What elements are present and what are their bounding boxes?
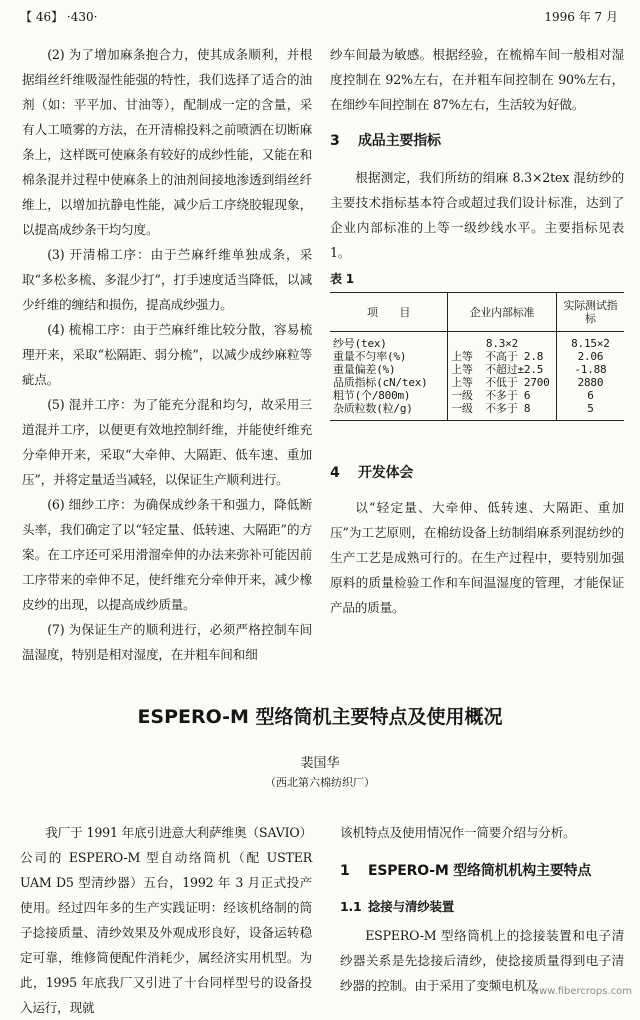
table-header: 企业内部标准	[448, 293, 557, 332]
cell-item: 纱号(tex)	[333, 337, 387, 350]
cell-actual: 2880	[556, 376, 624, 389]
cell-actual: 2.06	[556, 350, 624, 363]
article-left-column	[20, 820, 312, 1020]
table-row	[330, 363, 624, 376]
cell-actual: 6	[556, 389, 624, 402]
table-header-row	[330, 293, 624, 332]
article-right-column	[340, 820, 624, 998]
cell-standard	[448, 350, 557, 363]
table-row	[330, 376, 624, 389]
section-heading	[340, 861, 624, 881]
cell-actual: 5	[556, 402, 624, 421]
cell-item: 粗节(个/800m)	[333, 389, 411, 402]
cell-standard	[448, 376, 557, 389]
subsection-number: 1.1	[340, 899, 362, 914]
cell-standard	[448, 363, 557, 376]
subsection-paragraph: ESPERO-M 型络筒机上的捻接装置和电子清纱器关系是先捻接后清纱，使捻接质量得到电子清纱器的控制。由于采用了变频电机及	[340, 928, 624, 993]
table-row	[330, 332, 624, 351]
cell-actual: 8.15×2	[556, 332, 624, 351]
table-caption: 表 1	[330, 272, 354, 286]
cell-item: 品质指标(cN/tex)	[333, 376, 428, 389]
section-title: 开发体会	[358, 465, 414, 481]
page-number: 【 46】 ·430·	[20, 10, 98, 24]
table-body	[330, 332, 624, 421]
article-intro: 我厂于 1991 年底引进意大利萨维奥（SAVIO）公司的 ESPERO-M 型自动络筒机（配 USTER UAM D5 型清纱器）五台，1992 年 3 月正式投产使用。经过四年多的生产实践证明：经该机络制的筒子捻接质量、清纱效果及外观成形良好，设备运转稳定可靠，维修简便配件消耗少，属经济实用机型。为此，1995 年底我厂又引进了十台同样型号的设备投入运行，现就	[20, 825, 312, 1015]
paragraph-5: (5) 混并工序：为了能充分混和均匀，故采用三道混并工序，以便更有效地控制纤维，并能使纤维充分牵伸开来，采取“大牵伸、大隔距、低车速、重加压”，并将定量适当减轻，以保证生产顺利进行。	[22, 397, 312, 487]
cell-actual: -1.88	[556, 363, 624, 376]
paragraph-2: (2) 为了增加麻条抱合力，使其成条顺利，并根据绢丝纤维吸湿性能强的特性，我们选择了适合的油剂（如：平平加、甘油等），配制成一定的含量，采有人工喷雾的方法，在开清棉投料之前喷洒在切断麻条上，这样既可使麻条有较好的成纱性能，又能在和棉条混并过程中使麻条上的油剂间接地渗透到绢丝纤维上，以增加抗静电性能，减少后工序绕胶辊现象，以提高成纱条干均匀度。	[22, 47, 312, 237]
author-affiliation: （西北第六棉纺织厂）	[265, 776, 375, 789]
subsection-heading	[340, 897, 624, 917]
spec-table	[330, 292, 629, 421]
cell-grade: 上等	[451, 350, 473, 363]
issue-date: 1996 年 7 月	[544, 10, 618, 24]
cell-grade: 上等	[451, 376, 473, 389]
cell-standard-value: 不多于 8	[485, 402, 531, 415]
article-intro-continuation: 该机特点及使用情况作一简要介绍与分析。	[340, 825, 576, 840]
paragraph-3: (3) 开清棉工序：由于苎麻纤维单独成条，采取“多松多梳、多混少打”，打手速度适当降低，以减少纤维的缠结和损伤，提高成纱强力。	[22, 247, 312, 312]
cell-grade: 上等	[451, 363, 473, 376]
subsection-title: 捻接与清纱装置	[368, 899, 455, 914]
paragraph-4: (4) 梳棉工序：由于苎麻纤维比较分散，容易梳理开来，采取“松隔距、弱分梳”，以减少成纱麻粒等疵点。	[22, 322, 312, 387]
section-paragraph: 根据测定，我们所纺的绢麻 8.3×2tex 混纺纱的主要技术指标基本符合或超过我们设计标准，达到了企业内部标准的上等一级纱线水平。主要指标见表 1。	[330, 170, 624, 260]
section-heading	[330, 131, 624, 151]
table-header: 实际测试指 标	[556, 293, 624, 332]
cell-grade: 一级	[451, 389, 473, 402]
section-paragraph: 以“轻定量、大牵伸、低转速、大隔距、重加压”为工艺原则，在棉纺设备上纺制绢麻系列混纺纱的生产工艺是成熟可行的。在生产过程中，要特别加强原料的质量检验工作和车间温湿度的管理，才能保证产品的质量。	[330, 500, 624, 615]
table-header: 项 目	[330, 293, 448, 332]
cell-item: 杂质粒数(粒/g)	[330, 402, 448, 421]
article-title: ESPERO-M 型络筒机主要特点及使用概况	[137, 706, 503, 728]
section-number: 3	[330, 133, 340, 149]
section-title: ESPERO-M 型络筒机机构主要特点	[368, 863, 592, 879]
page-header	[20, 8, 618, 28]
cell-item: 重量偏差(%)	[333, 363, 396, 376]
cell-standard-value: 不多于 6	[485, 389, 531, 402]
section-number: 4	[330, 465, 340, 481]
watermark: www.fibercrops.com	[530, 986, 632, 997]
cell-standard	[448, 389, 557, 402]
cell-item: 重量不匀率(%)	[333, 350, 407, 363]
cell-standard	[448, 332, 557, 351]
paragraph-7: (7) 为保证生产的顺利进行，必须严格控制车间温湿度，特别是相对湿度，在并粗车间和细	[22, 622, 312, 662]
cell-standard-value: 不超过±2.5	[485, 363, 544, 376]
table-row	[330, 402, 624, 421]
cell-grade: 一级	[451, 402, 473, 415]
table-row	[330, 389, 624, 402]
section-heading	[330, 463, 624, 483]
table-row	[330, 350, 624, 363]
paragraph-6: (6) 细纱工序：为确保成纱条干和强力，降低断头率，我们确定了以“轻定量、低转速、大隔距”的方案。在工序还可采用滑溜牵伸的办法来弥补可能因前工序带来的牵伸不足，使纤维充分牵伸开来，减少橡皮纱的出现，以提高成纱质量。	[22, 497, 312, 612]
cell-standard-value: 不高于 2.8	[485, 350, 544, 363]
cell-standard	[448, 402, 557, 421]
continuation-paragraph: 纱车间最为敏感。根据经验，在梳棉车间一般相对湿度控制在 92%左右，在并粗车间控制在 90%左右，在细纱车间控制在 87%左右，生活较为好做。	[330, 47, 624, 112]
left-column	[22, 42, 312, 667]
article-author: 裴国华	[300, 756, 340, 771]
section-title: 成品主要指标	[358, 133, 441, 149]
cell-standard-value: 不低于 2700	[485, 376, 550, 389]
section-number: 1	[340, 863, 350, 879]
cell-standard-value: 8.3×2	[485, 337, 519, 350]
right-column	[330, 42, 629, 620]
